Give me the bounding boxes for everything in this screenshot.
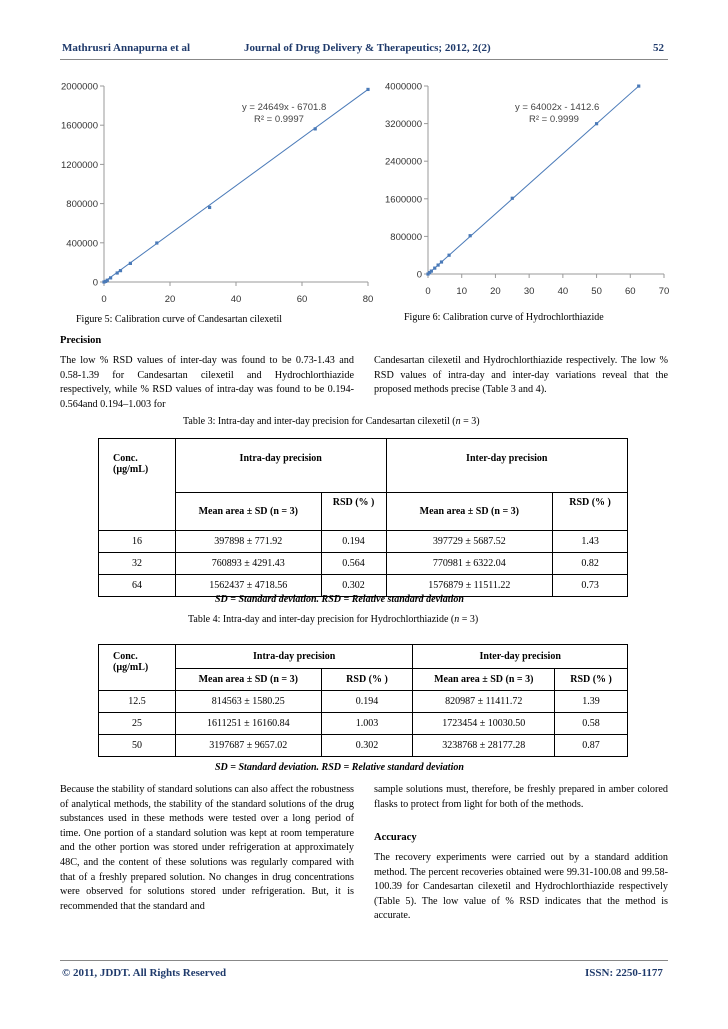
table-cell: 1.43: [553, 531, 628, 553]
trendline: [104, 89, 368, 282]
x-tick-label: 70: [658, 286, 670, 297]
figure-5-r-squared: R² = 0.9997: [254, 114, 304, 125]
footer-issn: ISSN: 2250-1177: [585, 967, 663, 979]
table-cell: 16: [99, 531, 176, 553]
table-cell: 1.003: [321, 713, 413, 735]
y-tick-label: 800000: [66, 199, 98, 211]
table-cell: 397898 ± 771.92: [175, 531, 321, 553]
table-cell: 3238768 ± 28177.28: [413, 735, 555, 757]
table-cell: 760893 ± 4291.43: [175, 553, 321, 575]
table-3-caption: Table 3: Intra-day and inter-day precision for Candesartan cilexetil (n = 3): [183, 416, 480, 427]
y-tick-label: 800000: [390, 231, 422, 243]
x-tick-label: 20: [490, 286, 501, 297]
table-row: [99, 553, 628, 575]
x-tick-label: 20: [164, 294, 176, 305]
data-point: [440, 260, 443, 263]
y-tick-label: 1200000: [61, 159, 98, 171]
table-4-inter-mean-header: Mean area ± SD (n = 3): [413, 669, 555, 691]
y-tick-label: 2000000: [61, 81, 98, 93]
data-point: [437, 263, 440, 266]
x-tick-label: 60: [296, 294, 308, 305]
table-cell: 0.82: [553, 553, 628, 575]
table-cell: 25: [99, 713, 176, 735]
table-header-row: [99, 493, 628, 531]
x-tick-label: 40: [557, 286, 569, 297]
y-tick-label: 1600000: [61, 120, 98, 132]
data-point: [447, 254, 450, 257]
precision-text-right: Candesartan cilexetil and Hydrochlorthiazide respectively. The low % RSD values of intra-day and inter-day variations reveal that the proposed methods precise (Table 3 and 4).: [374, 355, 668, 396]
table-3-intra-header: Intra-day precision: [175, 439, 386, 493]
table-4: [98, 644, 628, 757]
table-3-footnote: SD = Standard deviation. RSD = Relative standard deviation: [215, 594, 464, 605]
table-cell: 820987 ± 11411.72: [413, 691, 555, 713]
table-4-intra-rsd-header: RSD (% ): [321, 669, 413, 691]
table-4-inter-rsd-header: RSD (% ): [555, 669, 628, 691]
table-cell: 770981 ± 6322.04: [386, 553, 553, 575]
data-point: [366, 88, 369, 91]
accuracy-heading: Accuracy: [374, 832, 417, 843]
table-row: [99, 735, 628, 757]
x-tick-label: 0: [101, 294, 107, 305]
y-tick-label: 4000000: [385, 81, 422, 93]
table-cell: 3197687 ± 9657.02: [175, 735, 321, 757]
table-cell: 1562437 ± 4718.56: [175, 575, 321, 597]
table-cell: 64: [99, 575, 176, 597]
footer-copyright: © 2011, JDDT. All Rights Reserved: [62, 967, 227, 979]
data-point: [433, 267, 436, 270]
table-4-inter-header: Inter-day precision: [413, 645, 628, 669]
data-point: [511, 197, 514, 200]
figure-6-caption: Figure 6: Calibration curve of Hydrochlorthiazide: [404, 312, 604, 323]
data-point: [119, 269, 122, 272]
stability-text-left: Because the stability of standard solutions can also affect the robustness of analytical methods, the stability of the standard solutions of the drug substances used in these methods were tested over a long period of time. One portion of a standard solution was kept at room temperature and the other portion was stored under refrigeration at approximately 48C, and the content of these solutions was regularly compared with that of a freshly prepared solution. No changes in drug concentrations were observed for solutions stored under refrigeration. But, it is recommended that the standard and: [60, 784, 354, 912]
y-tick-label: 3200000: [385, 119, 422, 131]
table-cell: 0.73: [553, 575, 628, 597]
data-point: [637, 84, 640, 87]
table-cell: 1611251 ± 16160.84: [175, 713, 321, 735]
data-point: [155, 241, 158, 244]
figure-5-caption: Figure 5: Calibration curve of Candesartan cilexetil: [76, 314, 283, 325]
table-header-row: [99, 669, 628, 691]
y-tick-label: 1600000: [385, 194, 422, 206]
figure-6-equation: y = 64002x - 1412.6: [515, 102, 600, 113]
y-tick-label: 2400000: [385, 156, 422, 168]
header-journal: Journal of Drug Delivery & Therapeutics; 2012, 2(2): [244, 42, 491, 54]
x-tick-label: 10: [456, 286, 468, 297]
precision-text-left: The low % RSD values of inter-day was found to be 0.73-1.43 and 0.58-1.39 for Candesartan cilexetil and Hydrochlorthiazide respectively, while % RSD values of intra-day was found to be 0.194-0.564and 0.194–1.003 for: [60, 355, 354, 410]
x-tick-label: 30: [523, 286, 535, 297]
x-tick-label: 0: [425, 286, 431, 297]
table-3-intra-mean-header: Mean area ± SD (n = 3): [175, 493, 321, 531]
table-cell: 0.58: [555, 713, 628, 735]
table-cell: 0.194: [321, 691, 413, 713]
table-cell: 0.302: [321, 735, 413, 757]
table-3-intra-rsd-header: RSD (% ): [321, 493, 386, 531]
y-tick-label: 0: [416, 269, 422, 281]
table-4-caption: Table 4: Intra-day and inter-day precision for Hydrochlorthiazide (n = 3): [188, 614, 479, 625]
data-point: [106, 279, 109, 282]
data-point: [595, 122, 598, 125]
table-cell: 1.39: [555, 691, 628, 713]
table-4-footnote: SD = Standard deviation. RSD = Relative standard deviation: [215, 762, 464, 773]
y-tick-label: 0: [92, 277, 98, 289]
figure-5-chart: [60, 74, 385, 310]
x-tick-label: 40: [230, 294, 242, 305]
table-cell: 0.564: [321, 553, 386, 575]
table-cell: 0.87: [555, 735, 628, 757]
footer-rule: [60, 960, 668, 961]
table-cell: 12.5: [99, 691, 176, 713]
table-4-intra-mean-header: Mean area ± SD (n = 3): [175, 669, 321, 691]
table-3-conc-header: Conc. (µg/mL): [99, 439, 176, 531]
x-tick-label: 60: [624, 286, 636, 297]
table-4-intra-header: Intra-day precision: [175, 645, 412, 669]
table-cell: 0.194: [321, 531, 386, 553]
table-cell: 1576879 ± 11511.22: [386, 575, 553, 597]
y-tick-label: 400000: [66, 238, 98, 250]
data-point: [109, 276, 112, 279]
header-rule: [60, 59, 668, 60]
figure-5-equation: y = 24649x - 6701.8: [242, 102, 327, 113]
table-cell: 397729 ± 5687.52: [386, 531, 553, 553]
table-3: [98, 438, 628, 597]
table-cell: 814563 ± 1580.25: [175, 691, 321, 713]
data-point: [469, 234, 472, 237]
table-row: [99, 531, 628, 553]
data-point: [430, 269, 433, 272]
table-cell: 50: [99, 735, 176, 757]
data-point: [208, 206, 211, 209]
table-3-inter-rsd-header: RSD (% ): [553, 493, 628, 531]
table-cell: 32: [99, 553, 176, 575]
table-cell: 0.302: [321, 575, 386, 597]
data-point: [314, 127, 317, 130]
x-tick-label: 50: [591, 286, 602, 297]
table-row: [99, 691, 628, 713]
stability-text-right: sample solutions must, therefore, be freshly prepared in amber colored flasks to protect from light for both of the methods.: [374, 784, 668, 810]
table-header-row: [99, 645, 628, 669]
table-cell: 1723454 ± 10030.50: [413, 713, 555, 735]
table-row: [99, 713, 628, 735]
header-authors: Mathrusri Annapurna et al: [62, 42, 191, 54]
data-point: [116, 271, 119, 274]
table-4-conc-header: Conc. (µg/mL): [99, 645, 176, 691]
table-header-row: [99, 439, 628, 493]
figure-6-r-squared: R² = 0.9999: [529, 114, 579, 125]
header-page-number: 52: [653, 42, 664, 54]
figure-6-chart: [385, 74, 680, 306]
table-3-inter-header: Inter-day precision: [386, 439, 628, 493]
data-point: [129, 262, 132, 265]
accuracy-text: The recovery experiments were carried out by a standard addition method. The percent recoveries obtained were 99.31-100.08 and 99.58-100.39 for Candesartan cilexetil and Hydrochlorthiazide respectively (Table 5). The low value of % RSD indicates that the method is accurate.: [374, 852, 668, 922]
table-3-inter-mean-header: Mean area ± SD (n = 3): [386, 493, 553, 531]
precision-heading: Precision: [60, 335, 102, 346]
x-tick-label: 80: [362, 294, 374, 305]
